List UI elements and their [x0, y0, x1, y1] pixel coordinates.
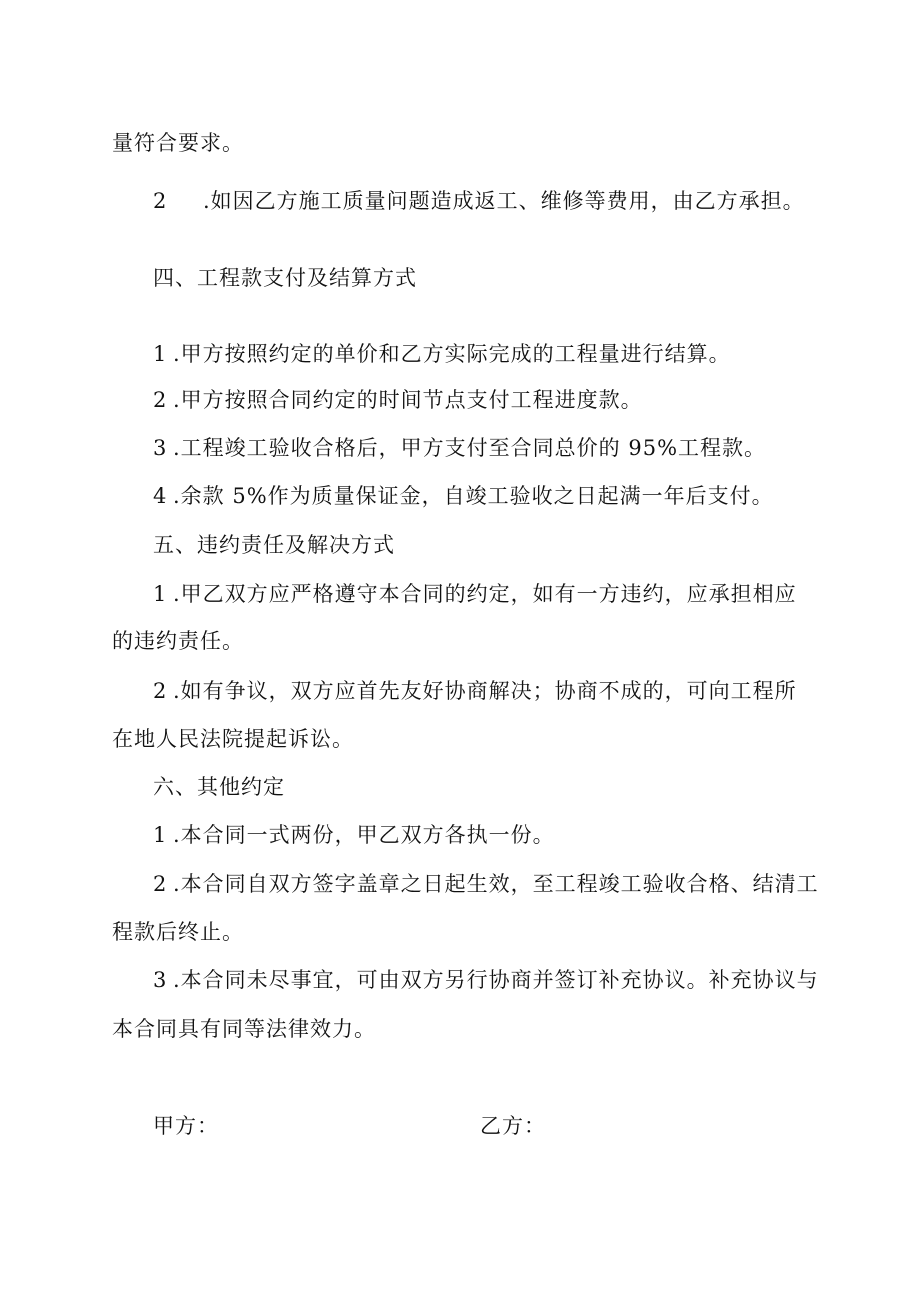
clause-number: 2 — [153, 679, 168, 703]
clause-text: .余款 5%作为质量保证金，自竣工验收之日起满一年后支付。 — [173, 484, 774, 508]
clause-number: 2 — [153, 388, 168, 412]
clause-number: 1 — [153, 582, 168, 606]
section-heading-6: 六、其他约定 — [153, 775, 285, 799]
clause-number: 2 — [153, 872, 168, 896]
clause-6-3 — [153, 964, 819, 994]
clause-5-2 — [153, 675, 797, 705]
clause-text: .本合同未尽事宜，可由双方另行协商并签订补充协议。补充协议与 — [173, 968, 819, 992]
clause-5-1-continuation: 的违约责任。 — [112, 629, 244, 653]
clause-3-2 — [153, 185, 805, 215]
clause-text: .工程竣工验收合格后，甲方支付至合同总价的 95%工程款。 — [173, 436, 767, 460]
clause-text: .甲方按照合同约定的时间节点支付工程进度款。 — [173, 388, 643, 412]
paragraph-continuation: 量符合要求。 — [112, 131, 244, 155]
clause-number: 4 — [153, 484, 168, 508]
signature-party-b: 乙方： — [480, 1114, 546, 1138]
section-heading-5: 五、违约责任及解决方式 — [153, 533, 395, 557]
clause-4-1 — [153, 338, 731, 368]
clause-5-2-continuation: 在地人民法院提起诉讼。 — [112, 727, 354, 751]
clause-text: .本合同一式两份，甲乙双方各执一份。 — [173, 823, 555, 847]
clause-number: 2 — [153, 189, 168, 213]
clause-text: .甲乙双方应严格遵守本合同的约定，如有一方违约，应承担相应 — [173, 582, 797, 606]
clause-number: 3 — [153, 436, 168, 460]
section-heading-4: 四、工程款支付及结算方式 — [153, 266, 417, 290]
signature-party-a: 甲方： — [153, 1114, 219, 1138]
clause-number: 1 — [153, 823, 168, 847]
clause-6-2-continuation: 程款后终止。 — [112, 920, 244, 944]
clause-4-3 — [153, 432, 766, 462]
clause-number: 3 — [153, 968, 168, 992]
clause-6-1 — [153, 819, 555, 849]
clause-text: .甲方按照约定的单价和乙方实际完成的工程量进行结算。 — [173, 342, 731, 366]
clause-text: .本合同自双方签字盖章之日起生效，至工程竣工验收合格、结清工 — [173, 872, 819, 896]
clause-4-2 — [153, 384, 643, 414]
clause-6-3-continuation: 本合同具有同等法律效力。 — [112, 1017, 376, 1041]
clause-text: .如有争议，双方应首先友好协商解决；协商不成的，可向工程所 — [173, 679, 797, 703]
clause-4-4 — [153, 480, 774, 510]
clause-6-2 — [153, 868, 819, 898]
clause-5-1 — [153, 578, 797, 608]
clause-text: .如因乙方施工质量问题造成返工、维修等费用，由乙方承担。 — [203, 189, 805, 213]
clause-number: 1 — [153, 342, 168, 366]
